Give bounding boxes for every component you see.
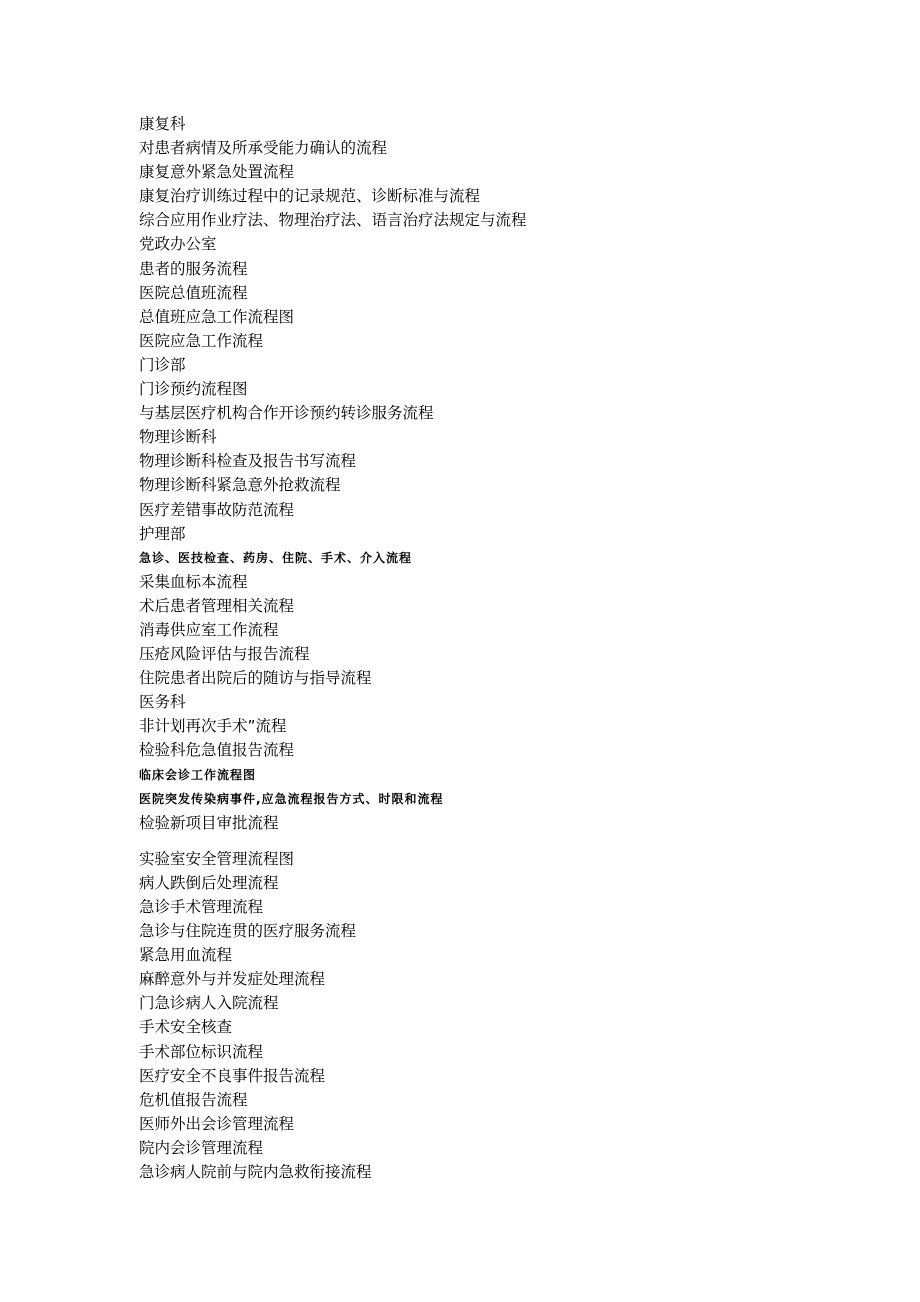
section-heading-nursing: 护理部 [139,524,186,543]
list-item: 综合应用作业疗法、物理治疗法、语言治疗法规定与流程 [139,211,527,230]
list-item: 麻醉意外与并发症处理流程 [139,970,326,989]
list-item: 术后患者管理相关流程 [139,596,295,615]
list-item: 危机值报告流程 [139,1090,248,1109]
list-item: 急诊手术管理流程 [139,898,264,916]
list-item: 医疗差错事故防范流程 [139,500,295,519]
list-item: 康复意外紧急处置流程 [139,163,295,182]
list-item: 医院总值班流程 [139,283,248,302]
list-item: 院内会诊管理流程 [139,1138,264,1157]
list-item: 康复治疗训练过程中的记录规范、诊断标准与流程 [139,187,481,206]
section-heading-outpatient: 门诊部 [139,355,186,374]
section-heading-party-office: 党政办公室 [139,235,217,254]
list-item: 压疮风险评估与报告流程 [139,645,310,664]
list-item: 非计划再次手术”流程 [139,717,287,736]
list-item: 总值班应急工作流程图 [139,307,295,326]
list-item: 检验新项目审批流程 [139,813,279,832]
list-item: 手术部位标识流程 [139,1042,264,1061]
section-heading-rehab: 康复科 [139,115,186,133]
list-item: 急诊、医技检查、药房、住院、手术、介入流程 [139,550,413,565]
list-item: 检验科危急值报告流程 [139,741,295,760]
list-item: 急诊病人院前与院内急救衔接流程 [139,1163,372,1182]
list-item: 患者的服务流程 [139,259,248,278]
list-item: 与基层医疗机构合作开诊预约转诊服务流程 [139,404,434,423]
list-item: 消毒供应室工作流程 [139,620,279,639]
list-item: 病人跌倒后处理流程 [139,873,279,892]
list-item: 对患者病情及所承受能力确认的流程 [139,139,388,158]
list-item: 住院患者出院后的随访与指导流程 [139,669,372,688]
list-item: 实验室安全管理流程图 [139,849,295,868]
list-item: 物理诊断科检查及报告书写流程 [139,452,357,471]
section-heading-medical-affairs: 医务科 [139,693,186,712]
list-item: 物理诊断科紧急意外抢救流程 [139,476,341,495]
list-item: 医疗安全不良事件报告流程 [139,1066,326,1085]
list-item: 采集血标本流程 [139,572,248,591]
list-item: 门诊预约流程图 [139,380,248,399]
list-item: 手术安全核查 [139,1018,233,1037]
list-item: 紧急用血流程 [139,946,233,965]
list-item: 医院应急工作流程 [139,331,264,350]
document-page [139,112,839,1184]
list-item: 医师外出会诊管理流程 [139,1114,295,1133]
list-item: 急诊与住院连贯的医疗服务流程 [139,922,357,941]
list-item: 门急诊病人入院流程 [139,994,279,1013]
section-heading-physical-diagnosis: 物理诊断科 [139,428,217,447]
list-item: 医院突发传染病事件,应急流程报告方式、时限和流程 [139,791,444,806]
list-item: 临床会诊工作流程图 [139,767,257,782]
